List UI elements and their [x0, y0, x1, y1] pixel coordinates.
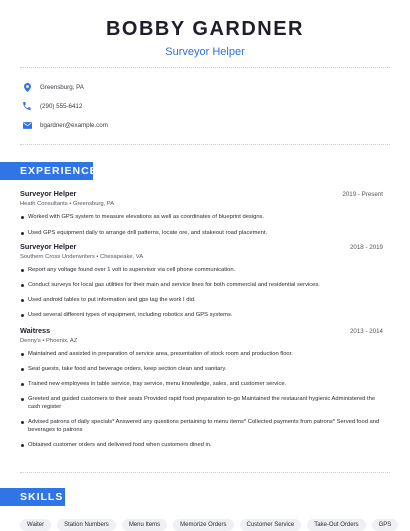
- bullet-item: Trained new employees in table service, tray service, menu knowledge, sales, and customer service.: [20, 380, 383, 388]
- location-text: Greensburg, PA: [40, 83, 84, 91]
- phone-text: (290) 555-6412: [40, 102, 83, 110]
- envelope-icon: [22, 120, 32, 130]
- job-bullets: [20, 350, 383, 449]
- job-bullets: [20, 266, 383, 319]
- job-company: Heath Consultants: [20, 201, 68, 207]
- bullet-item: Report any voltage found over 1 volt to supervisor via cell phone communication.: [20, 266, 383, 274]
- resume-header: [0, 0, 410, 58]
- skill-chip: Menu Items: [122, 519, 167, 531]
- candidate-title: Surveyor Helper: [165, 46, 245, 58]
- job-title: Surveyor Helper: [20, 242, 77, 251]
- bullet-item: Used android tables to put information and gps tag the work I did.: [20, 296, 383, 304]
- bullet-item: Used several different types of equipment, including robotics and GPS systems.: [20, 311, 383, 319]
- job-title: Surveyor Helper: [20, 189, 77, 198]
- bullet-item: Greeted and guided customers to their seats Provided rapid food preparation to-go Maintained the restaurant hygienic Administered the cash register: [20, 395, 383, 411]
- skill-chip: Take-Out Orders: [307, 519, 365, 531]
- contact-email: [20, 120, 108, 130]
- phone-icon: [22, 101, 32, 111]
- bullet-item: Obtained customer orders and delivered food when customers dined in.: [20, 441, 383, 449]
- job-company-line: Denny's • Phoenix, AZ: [20, 338, 78, 344]
- job-entry: [20, 242, 383, 319]
- job-dates: 2018 - 2019: [349, 244, 383, 251]
- job-company: Denny's: [20, 338, 41, 344]
- job-location: Phoenix, AZ: [46, 338, 78, 344]
- skill-chip: Customer Service: [240, 519, 302, 531]
- bullet-item: Seat guests, take food and beverage orders, keep section clean and sanitary.: [20, 365, 383, 373]
- bullet-item: Worked with GPS system to measure elevations as well as coordinates of blueprint designs.: [20, 213, 383, 221]
- job-dates: 2013 - 2014: [349, 328, 383, 335]
- contact-divider: [20, 144, 390, 145]
- bullet-item: Used GPS equipment daily to arrange drill patterns, locate ore, and stakeout road placement.: [20, 229, 383, 237]
- header-divider: [20, 67, 390, 68]
- skill-chip: Station Numbers: [57, 519, 116, 531]
- job-dates: 2019 - Present: [342, 191, 383, 198]
- job-entry: [20, 326, 383, 449]
- job-bullets: [20, 213, 383, 237]
- experience-heading: EXPERIENCE: [0, 162, 93, 180]
- bullet-item: Maintained and assisted in preparation of service area, presentation of stock room and production floor.: [20, 350, 383, 358]
- job-title: Waitress: [20, 326, 51, 335]
- skill-chip: GPS: [372, 519, 399, 531]
- location-pin-icon: [22, 82, 32, 92]
- job-company-line: Heath Consultants • Greensburg, PA: [20, 201, 115, 207]
- email-text[interactable]: bgardner@example.com: [40, 121, 108, 129]
- bullet-item: Advised patrons of daily specials* Answered any questions pertaining to menu items* Collected payments from patrons* Served food and beverages to patrons: [20, 418, 383, 434]
- skills-list: [20, 519, 398, 531]
- job-company: Southern Cross Underwriters: [20, 254, 95, 260]
- job-location: Greensburg, PA: [72, 201, 115, 207]
- candidate-name: BOBBY GARDNER: [105, 18, 305, 40]
- job-company-line: Southern Cross Underwriters • Chesapeake, VA: [20, 254, 144, 260]
- skill-chip: Memorize Orders: [173, 519, 233, 531]
- skills-heading: SKILLS: [0, 488, 65, 506]
- bullet-item: Conduct surveys for local gas utilities for their main and service lines for both commercial and residential services.: [20, 281, 383, 289]
- job-location: Chesapeake, VA: [100, 254, 144, 260]
- job-entry: [20, 189, 383, 237]
- contact-list: [20, 82, 108, 139]
- contact-phone: [20, 101, 108, 111]
- contact-location: [20, 82, 108, 92]
- skill-chip: Waiter: [20, 519, 51, 531]
- experience-divider: [20, 472, 390, 473]
